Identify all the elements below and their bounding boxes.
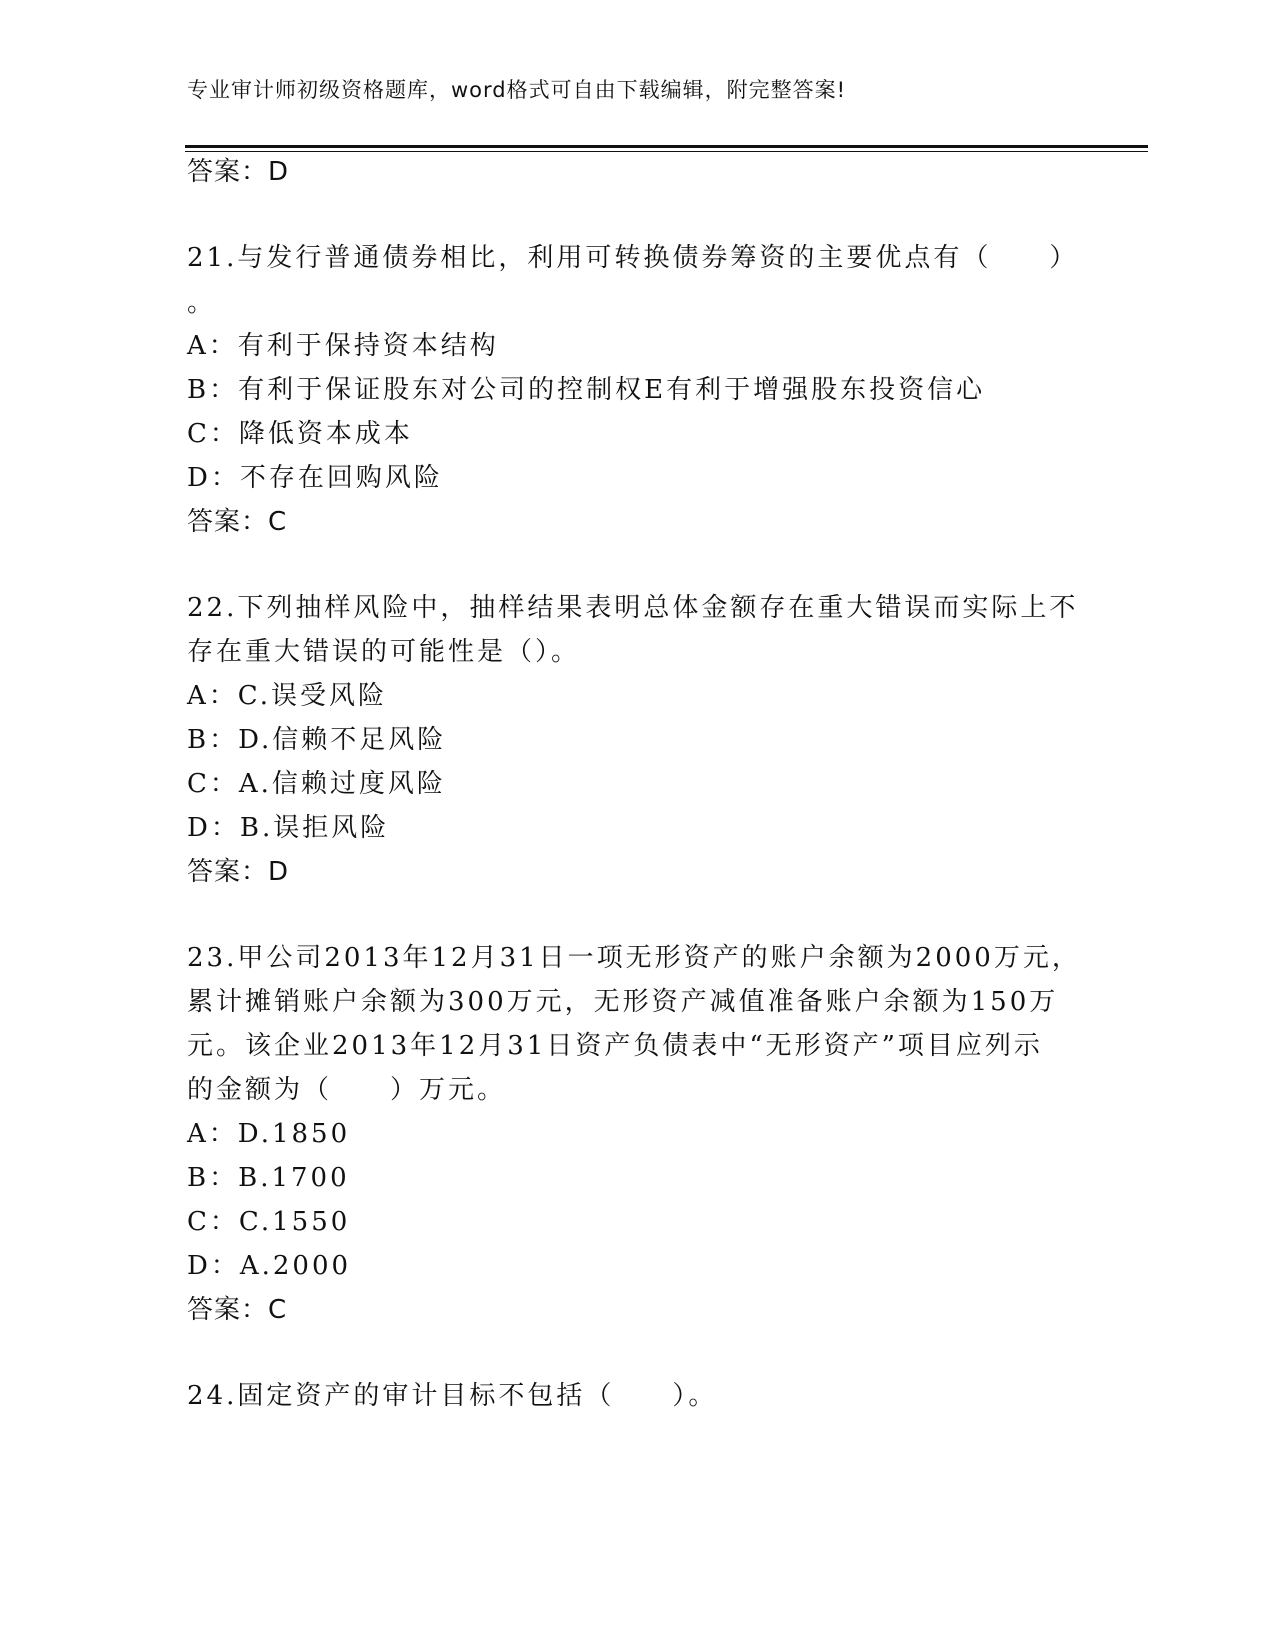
question-23-text-cont-2: 元。该企业2013年12月31日资产负债表中“无形资产”项目应列示	[187, 1031, 1043, 1061]
question-23-text-cont-3: 的金额为（ ）万元。	[187, 1075, 507, 1105]
question-21-text-cont: 。	[187, 288, 217, 318]
question-23-text-cont-1: 累计摊销账户余额为300万元，无形资产减值准备账户余额为150万	[187, 987, 1059, 1017]
question-23-option-a: A：D.1850	[187, 1119, 351, 1149]
previous-answer: 答案：D	[187, 157, 290, 187]
question-22-option-c: C：A.信赖过度风险	[187, 769, 446, 799]
question-23-option-b: B：B.1700	[187, 1163, 350, 1193]
question-21-option-c: C：降低资本成本	[187, 419, 413, 449]
question-22-option-a: A：C.误受风险	[187, 681, 388, 711]
question-22-text-cont: 存在重大错误的可能性是（）。	[187, 637, 581, 667]
question-23-answer: 答案：C	[187, 1295, 288, 1325]
question-24-text: 24.固定资产的审计目标不包括（ ）。	[187, 1381, 718, 1411]
question-21-text: 21.与发行普通债券相比，利用可转换债券筹资的主要优点有（ ）	[187, 243, 1079, 273]
header-divider	[185, 145, 1148, 148]
question-23-text: 23.甲公司2013年12月31日一项无形资产的账户余额为2000万元，	[187, 943, 1081, 973]
question-22-answer: 答案：D	[187, 857, 290, 887]
question-22-text: 22.下列抽样风险中，抽样结果表明总体金额存在重大错误而实际上不	[187, 593, 1079, 623]
question-21-option-b: B：有利于保证股东对公司的控制权E有利于增强股东投资信心	[187, 375, 986, 405]
header-divider-thin	[185, 151, 1148, 152]
question-22-option-d: D：B.误拒风险	[187, 813, 390, 843]
question-23-option-d: D：A.2000	[187, 1251, 352, 1281]
question-21-option-a: A：有利于保持资本结构	[187, 331, 499, 361]
question-21-answer: 答案：C	[187, 507, 288, 537]
question-22-option-b: B：D.信赖不足风险	[187, 725, 447, 755]
question-23-option-c: C：C.1550	[187, 1207, 351, 1237]
question-21-option-d: D：不存在回购风险	[187, 463, 443, 493]
page-header: 专业审计师初级资格题库，word格式可自由下载编辑，附完整答案!	[187, 78, 847, 102]
